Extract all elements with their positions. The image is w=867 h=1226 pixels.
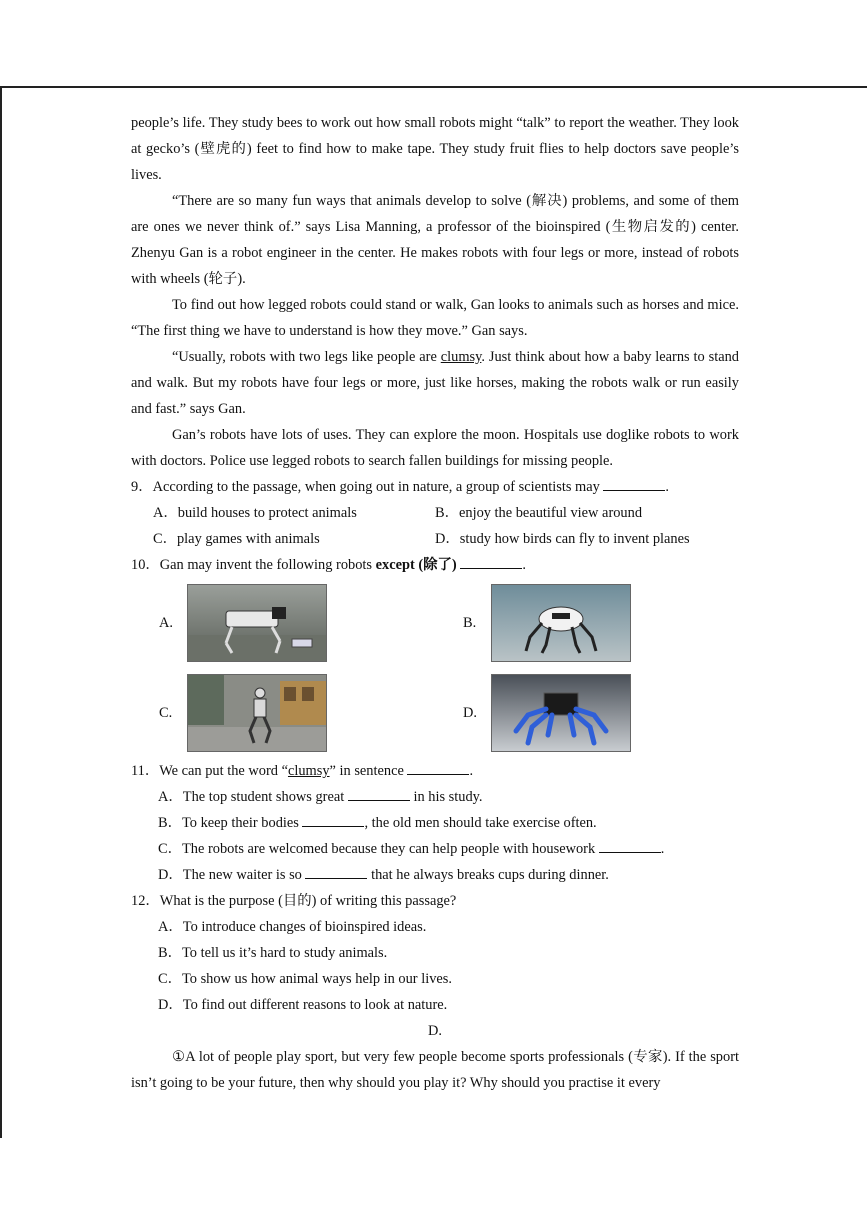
page-left-border xyxy=(0,86,2,1138)
passage-paragraph-1: people’s life. They study bees to work out how small robots might “talk” to report the weather. They look at gecko’s (壁虎的) feet to find how to make tape. They study fruit flies to help doctors save people’s lives. xyxy=(131,115,739,183)
q10-option-a xyxy=(131,584,435,662)
passage-d-paragraph: ①A lot of people play sport, but very few people become sports professionals (专家). If the sport isn’t going to be your future, then why should you play it? Why should you practise it every xyxy=(131,1049,739,1091)
q9-options-row-2 xyxy=(131,526,739,552)
passage-paragraph-4: “Usually, robots with two legs like people are clumsy. Just think about how a baby learns to stand and walk. But my robots have four legs or more, just like horses, making the robots walk or run easily and fast.” says Gan. xyxy=(131,349,739,417)
passage-paragraph-2: “There are so many fun ways that animals develop to solve (解决) problems, and some of them are ones we never think of.” says Lisa Manning, a professor of the bioinspired (生物启发的) center. Zhenyu Gan is a robot engineer in the center. He makes robots with four legs or more, instead of robots with wheels (轮子). xyxy=(131,193,739,287)
passage-paragraph-3: To find out how legged robots could stand or walk, Gan looks to animals such as horses and mice. “The first thing we have to understand is how they move.” Gan says. xyxy=(131,297,739,339)
clumsy-word: clumsy xyxy=(440,349,482,365)
q12-option-b: B．To tell us it’s hard to study animals. xyxy=(158,945,388,961)
q9-options-row-1 xyxy=(131,500,739,526)
q9-option-a: A．build houses to protect animals xyxy=(153,505,357,521)
q9-option-b: B．enjoy the beautiful view around xyxy=(435,505,643,521)
q12-option-d: D．To find out different reasons to look at nature. xyxy=(158,997,448,1013)
humanoid-robot-photo xyxy=(187,674,327,752)
question-10: 10．Gan may invent the following robots except (除了) . xyxy=(131,557,526,573)
answer-blank xyxy=(407,762,469,775)
exam-page xyxy=(131,110,739,1096)
q11-option-d: D．The new waiter is so that he always breaks cups during dinner. xyxy=(158,867,609,883)
option-label: B. xyxy=(463,614,477,631)
question-12: 12．What is the purpose (目的) of writing this passage? xyxy=(131,893,457,909)
q10-option-b xyxy=(435,584,739,662)
q10-option-c xyxy=(131,674,435,752)
option-label: C. xyxy=(159,704,173,721)
hexapod-robot-photo xyxy=(491,584,631,662)
option-label: D. xyxy=(463,704,477,721)
spider-robot-photo xyxy=(491,674,631,752)
q11-option-c: C．The robots are welcomed because they can help people with housework . xyxy=(158,841,665,857)
answer-blank xyxy=(603,478,665,491)
page-top-border xyxy=(0,86,867,88)
option-label: A. xyxy=(159,614,173,631)
q11-option-b: B．To keep their bodies , the old men should take exercise often. xyxy=(158,815,597,831)
q11-option-a: A．The top student shows great in his study. xyxy=(158,789,483,805)
passage-paragraph-5: Gan’s robots have lots of uses. They can explore the moon. Hospitals use doglike robots to work with doctors. Police use legged robots to search fallen buildings for missing people. xyxy=(131,427,739,469)
question-11: 11．We can put the word “clumsy” in sentence . xyxy=(131,763,474,779)
q9-option-c: C．play games with animals xyxy=(153,531,320,547)
question-9: 9．According to the passage, when going out in nature, a group of scientists may . xyxy=(131,479,670,495)
q10-images-row-1 xyxy=(131,578,739,668)
q12-option-a: A．To introduce changes of bioinspired ideas. xyxy=(158,919,427,935)
doglike-robot-photo xyxy=(187,584,327,662)
q12-option-c: C．To show us how animal ways help in our lives. xyxy=(158,971,452,987)
q9-option-d: D．study how birds can fly to invent planes xyxy=(435,531,690,547)
passage-d-heading: D. xyxy=(428,1023,442,1039)
answer-blank xyxy=(460,556,522,569)
q10-option-d xyxy=(435,674,739,752)
q10-images-row-2 xyxy=(131,668,739,758)
